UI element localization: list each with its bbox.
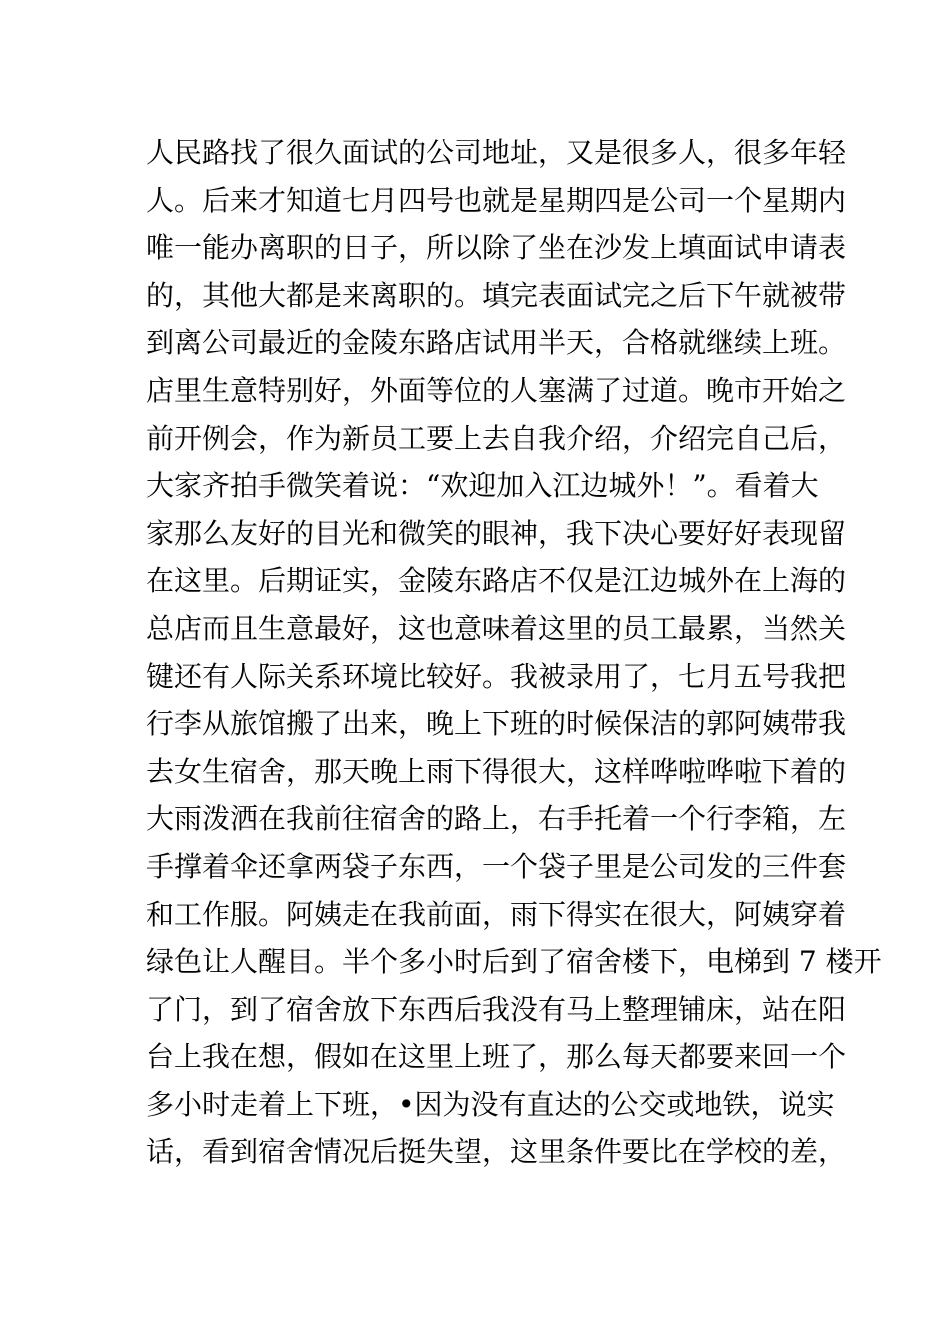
text-line: 唯一能办离职的日子，所以除了坐在沙发上填面试申请表 — [146, 231, 847, 265]
text-line: 人民路找了很久面试的公司地址，又是很多人，很多年轻 — [146, 136, 847, 169]
text-line: 前开例会，作为新员工要上去自我介绍，介绍完自己后， — [146, 421, 847, 455]
text-line: 店里生意特别好，外面等位的人塞满了过道。晚市开始之 — [146, 373, 847, 407]
text-line: 人。后来才知道七月四号也就是星期四是公司一个星期内 — [146, 183, 847, 217]
text-line: 行李从旅馆搬了出来，晚上下班的时候保洁的郭阿姨带我 — [146, 707, 847, 741]
text-line: 台上我在想，假如在这里上班了，那么每天都要来回一个 — [146, 1040, 847, 1074]
text-line: 了门，到了宿舍放下东西后我没有马上整理铺床，站在阳 — [146, 992, 847, 1026]
text-line: 手撑着伞还拿两袋子东西，一个袋子里是公司发的三件套 — [146, 849, 847, 883]
text-line: 在这里。后期证实，金陵东路店不仅是江边城外在上海的 — [146, 564, 847, 598]
text-line: 多小时走着上下班，•因为没有直达的公交或地铁，说实 — [146, 1087, 835, 1121]
text-line: 家那么友好的目光和微笑的眼神，我下决心要好好表现留 — [146, 516, 847, 550]
text-line: 键还有人际关系环境比较好。我被录用了，七月五号我把 — [146, 659, 847, 693]
text-line: 到离公司最近的金陵东路店试用半天，合格就继续上班。 — [146, 326, 847, 360]
text-line: 去女生宿舍，那天晚上雨下得很大，这样哗啦哗啦下着的 — [146, 754, 847, 788]
text-line: 大雨泼洒在我前往宿舍的路上，右手托着一个行李箱，左 — [146, 802, 847, 836]
text-line: 话，看到宿舍情况后挺失望，这里条件要比在学校的差， — [146, 1135, 847, 1169]
text-line: 和工作服。阿姨走在我前面，雨下得实在很大，阿姨穿着 — [146, 897, 847, 931]
text-line: 总店而且生意最好，这也意味着这里的员工最累，当然关 — [146, 611, 847, 645]
text-line: 的，其他大都是来离职的。填完表面试完之后下午就被带 — [146, 278, 847, 312]
body-text — [146, 129, 882, 1176]
text-line: 绿色让人醒目。半个多小时后到了宿舍楼下，电梯到 7 楼开 — [146, 945, 882, 979]
text-line: 大家齐拍手微笑着说：“欢迎加入江边城外！”。看着大 — [146, 469, 819, 503]
